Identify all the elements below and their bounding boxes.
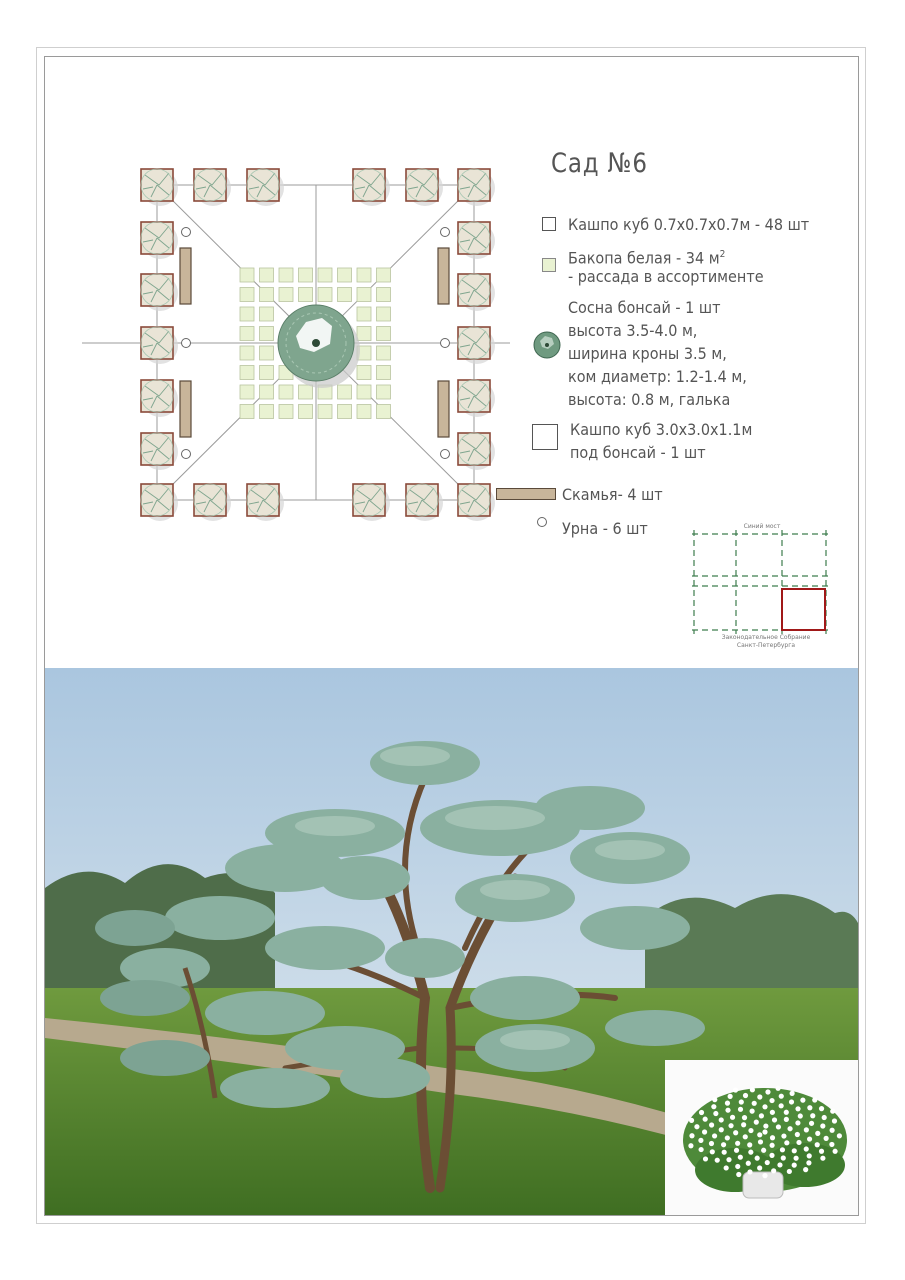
cube-planter (141, 433, 178, 470)
bacopa-square (240, 346, 254, 360)
bacopa-square (338, 288, 352, 302)
bacopa-square (260, 268, 274, 282)
bacopa-square (279, 385, 293, 399)
pine-symbol-icon (532, 330, 562, 360)
cube-planter (353, 484, 390, 521)
cube-planter (141, 169, 178, 206)
bacopa-square (377, 307, 391, 321)
bacopa-square (357, 385, 371, 399)
cube-planter (141, 380, 178, 417)
bacopa-square (357, 405, 371, 419)
big-planter-swatch (532, 424, 558, 450)
bacopa-square (377, 346, 391, 360)
cube-planter (194, 484, 231, 521)
bacopa-square (357, 307, 371, 321)
urn (182, 228, 191, 237)
bacopa-square (357, 366, 371, 380)
keymap-top-label: Синий мост (743, 523, 781, 530)
cube-planter (406, 484, 443, 521)
cube-planter (194, 169, 231, 206)
bacopa-square (279, 288, 293, 302)
bench (180, 248, 191, 304)
bacopa-square (260, 346, 274, 360)
bacopa-square (240, 366, 254, 380)
cube-planter (247, 169, 284, 206)
bacopa-square (357, 268, 371, 282)
bench-swatch (496, 488, 556, 500)
legend-bench: Скамья- 4 шт (562, 485, 663, 504)
bacopa-square (260, 385, 274, 399)
bacopa-square (240, 327, 254, 341)
bacopa-square (377, 366, 391, 380)
legend-urn: Урна - 6 шт (562, 519, 648, 538)
bench (438, 381, 449, 437)
legend-bacopa-line1: Бакопа белая - 34 $м^2$ (568, 248, 726, 268)
cube-planter (458, 274, 495, 311)
bacopa-square (240, 307, 254, 321)
bacopa-square (357, 327, 371, 341)
cube-planter (141, 484, 178, 521)
key-map (686, 518, 846, 658)
legend-pine-line3: ширина кроны 3.5 м, (568, 344, 727, 363)
urn (441, 339, 450, 348)
bench (438, 248, 449, 304)
bacopa-swatch (542, 258, 556, 272)
urn-swatch (537, 517, 547, 527)
cube-planter (406, 169, 443, 206)
bacopa-square (260, 366, 274, 380)
cube-planter (458, 222, 495, 259)
cube-planter (141, 274, 178, 311)
cube-planter (247, 484, 284, 521)
cube-planter (353, 169, 390, 206)
bacopa-square (338, 268, 352, 282)
legend-pine-line2: высота 3.5-4.0 м, (568, 321, 698, 340)
legend-pine-line4: ком диаметр: 1.2-1.4 м, (568, 367, 747, 386)
bacopa-square (299, 385, 313, 399)
bacopa-square (299, 288, 313, 302)
bacopa-square (377, 385, 391, 399)
bacopa-square (279, 405, 293, 419)
cube-planter (458, 380, 495, 417)
bacopa-square (260, 327, 274, 341)
legend-pine-line1: Сосна бонсай - 1 шт (568, 298, 721, 317)
bacopa-square (377, 268, 391, 282)
bench (180, 381, 191, 437)
bacopa-square (377, 327, 391, 341)
bacopa-square (338, 405, 352, 419)
bacopa-square (318, 405, 332, 419)
legend-cube-planter: Кашпо куб 0.7х0.7х0.7м - 48 шт (568, 215, 810, 234)
bacopa-square (260, 405, 274, 419)
urn (182, 450, 191, 459)
bacopa-square (318, 288, 332, 302)
legend-pine-line5: высота: 0.8 м, галька (568, 390, 731, 409)
cube-planter (141, 327, 178, 364)
bacopa-square (260, 288, 274, 302)
cube-planter (141, 222, 178, 259)
bacopa-square (279, 268, 293, 282)
bacopa-square (299, 268, 313, 282)
bacopa-square (260, 307, 274, 321)
legend-big-planter-line1: Кашпо куб 3.0х3.0х1.1м (570, 420, 753, 439)
keymap-bottom-label-1: Законодательное Собрание (721, 634, 811, 641)
bacopa-square (377, 405, 391, 419)
bacopa-square (318, 268, 332, 282)
keymap-bottom-label-2: Санкт-Петербурга (736, 642, 796, 649)
legend-big-planter-line2: под бонсай - 1 шт (570, 443, 706, 462)
bacopa-square (357, 288, 371, 302)
bacopa-square (240, 268, 254, 282)
bacopa-square (240, 405, 254, 419)
cube-planter (458, 433, 495, 470)
cube-planter (458, 484, 495, 521)
cube-planter (458, 327, 495, 364)
urn (441, 450, 450, 459)
cube-planter (458, 169, 495, 206)
bacopa-flowers-illustration (665, 1060, 858, 1215)
bacopa-inset-photo (665, 1060, 858, 1215)
page-title: Сад №6 (551, 148, 648, 179)
cube-planter-swatch (542, 217, 556, 231)
bacopa-square (377, 288, 391, 302)
urn (441, 228, 450, 237)
bacopa-square (240, 288, 254, 302)
bacopa-square (299, 405, 313, 419)
bacopa-square (240, 385, 254, 399)
legend-bacopa-line2: - рассада в ассортименте (568, 267, 764, 286)
urn (182, 339, 191, 348)
bacopa-square (338, 385, 352, 399)
